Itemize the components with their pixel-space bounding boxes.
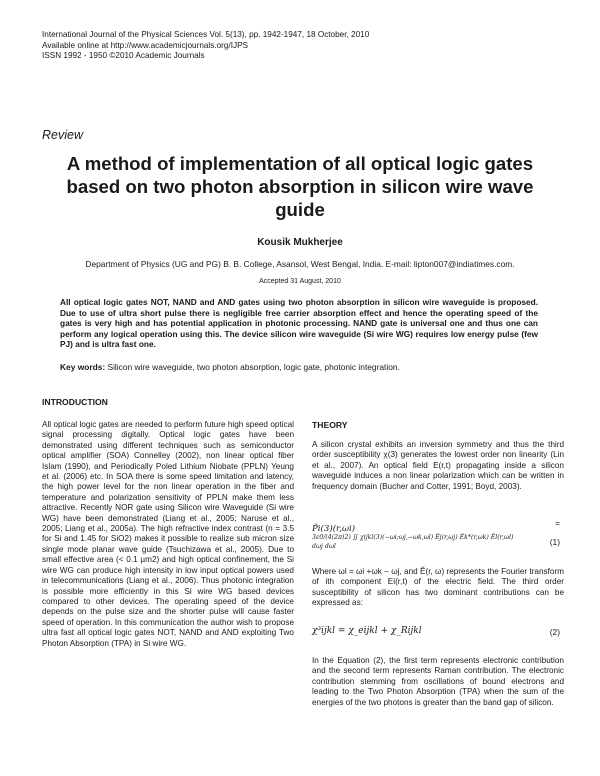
theory-paragraph-2: Where ωl = ωi +ωk − ωj, and Ẽ(r, ω) represents the Fourier transform of ith component Ei(r,t) of the electric field. The third order susceptibility of silicon has two dominant contributions can be expressed as: xyxy=(312,567,564,608)
abstract: All optical logic gates NOT, NAND and AND gates using two photon absorption in silicon wire waveguide is proposed. Due to use of ultra short pulse there is negligible free carrier absorption effect and hence the operating speed of the gates is very high and has potential application in photonic processing. NAND gate is universal one and thus one can perform any logical operation using this. The device silicon wire waveguide (Si wire WG) requires low energy pulse (few PJ) and is ultra fast one. xyxy=(60,297,538,350)
keywords xyxy=(60,362,538,372)
equation-1-lhs: P̃i(3)(r,ωi) xyxy=(312,524,356,534)
introduction-text: All optical logic gates are needed to perform future high speed optical signal processing digitally. Optical logic gates have been demonstrated using different techniques such as semiconductor optical amplifier (SOA) Connelley (2002), non linear optical fiber Islam (1990), and Periodically Poled Lithium Niobate (PPLN) Yeung et al. (2006) etc. In SOA there is some speed limitation and latency, the high power level for the non linear operation in the fiber and temperature and polarization sensitivity of PPLN make them less attractive. Recently NOR gate using Silicon wire Waveguide (Si wire WG) have been demonstrated (Liang et al., 2005; Naruse et al., 2005; Liang et al., 2005a). The high refractive index contrast (n = 3.5 for Si and 1.45 for SiO2) makes it possible to realize sub micron size single mode planar wave guide (Tsuchizawa et al., 2005). Due to small effective area (< 0.1 µm2) and high optical confinement, the Si wire WG can produce high intensity in low input optical powers used in telecommunications (Liang et al., 2006). Thus photonic integration is possible more efficiently in this Si wire WG based devices compared to other devices. The operating speed of the device depends on the pulse size and the shorter pulse will cause faster speed of operation. In this communication the author wish to propose ultra fast all optical logic gates NOT, NAND and AND exploiting Two Photon Absorption (TPA) in Si wire WG. xyxy=(42,420,294,648)
introduction-heading: INTRODUCTION xyxy=(42,397,108,407)
keywords-label: Key words: xyxy=(60,362,106,372)
equation-2-number: (2) xyxy=(549,627,560,637)
equation-2-body: χ³ijkl = χ_eijkl + χ_Rijkl xyxy=(312,626,422,636)
article-type: Review xyxy=(42,128,83,142)
author-name: Kousik Mukherjee xyxy=(257,237,343,248)
journal-issn: ISSN 1992 - 1950 ©2010 Academic Journals xyxy=(42,51,205,60)
author-affiliation: Department of Physics (UG and PG) B. B. College, Asansol, West Bengal, India. E-mail: lipton007@indiatimes.com. xyxy=(85,259,515,269)
paper-title: A method of implementation of all optical logic gates based on two photon absorption in silicon wire wave guide xyxy=(66,153,534,220)
equation-1-equals: = xyxy=(555,518,560,528)
theory-heading: THEORY xyxy=(312,420,348,430)
equation-1 xyxy=(312,518,564,557)
equation-1-number: (1) xyxy=(549,537,560,547)
journal-url: Available online at http://www.academicjournals.org/IJPS xyxy=(42,40,249,50)
equation-2 xyxy=(312,624,564,642)
keywords-text: Silicon wire waveguide, two photon absorption, logic gate, photonic integration. xyxy=(107,362,400,372)
equation-1-rhs: 3ε0/(4(2π)2) ∬ χijkl(3)(−ωi;ωj,−ωk,ωl) Ẽj(r,ωj) Ẽk*(r,ωk) Ẽl(r,ωl) dωj dωl xyxy=(312,534,514,550)
accepted-date: Accepted 31 August, 2010 xyxy=(259,278,341,285)
theory-paragraph-1: A silicon crystal exhibits an inversion symmetry and thus the third order susceptibility χ(3) generates the lowest order non linearity (Lin et al., 2007). An optical field E(r,t) propagating inside a silicon waveguide induces a non linear polarization which can be written in frequency domain (Bucher and Cotter, 1991; Boyd, 2003). xyxy=(312,440,564,491)
journal-citation: International Journal of the Physical Sciences Vol. 5(13), pp. 1942-1947, 18 October, 2010 xyxy=(42,30,370,39)
theory-paragraph-3: In the Equation (2), the first term represents electronic contribution and the second term represents Raman contribution. The electronic contribution stemming from oscillations of bound electrons and leading to the Two Photon Absorption (TPA) when the sum of the energies of the two photons is greater than the band gap of silicon. xyxy=(312,656,564,707)
